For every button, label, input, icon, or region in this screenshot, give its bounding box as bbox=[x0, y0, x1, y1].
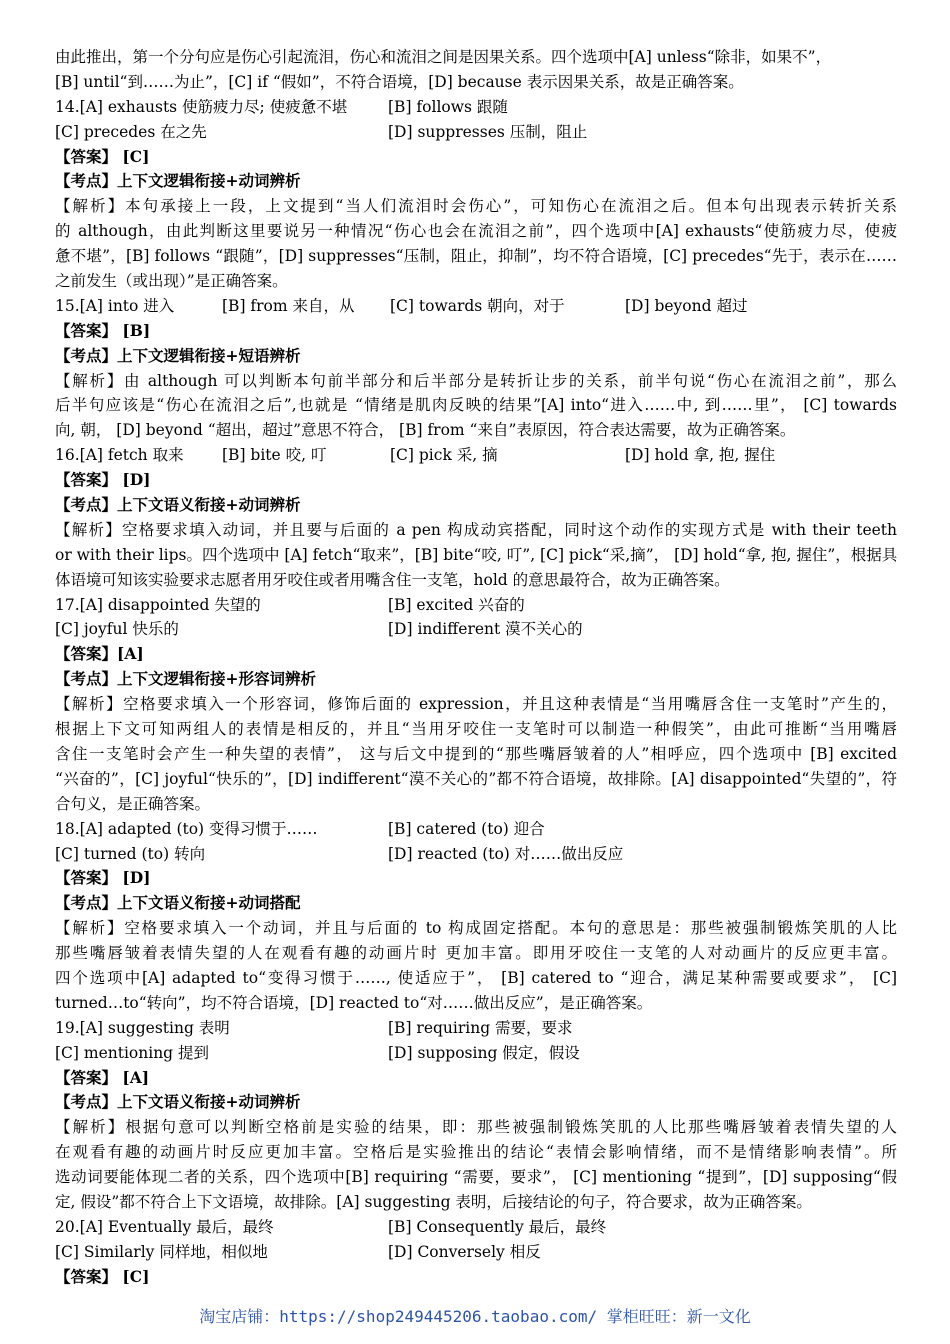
option-row bbox=[55, 443, 897, 468]
footer-shop-info[interactable]: 淘宝店铺：https://shop249445206.taobao.com/ 掌柜旺旺：新一文化 bbox=[199, 1307, 751, 1326]
option-left: [C] joyful 快乐的 bbox=[55, 620, 179, 639]
section-heading: 【答案】 [C] bbox=[55, 146, 150, 166]
section-heading: 【考点】上下文逻辑衔接+形容词辨析 bbox=[55, 669, 316, 689]
text-line: 【解析】本句承接上一段，上文提到“当人们流泪时会伤心”，可知伤心在流泪之后。但本句出现表示转折关系 bbox=[55, 197, 897, 216]
answer-explanation-body bbox=[55, 45, 897, 1290]
option-b: [B] from 来自，从 bbox=[222, 296, 355, 315]
text-line: [B] until“到……为止”，[C] if “假如”，不符合语境，[D] because 表示因果关系，故是正确答案。 bbox=[55, 72, 744, 91]
option-row bbox=[55, 842, 897, 867]
option-right: [D] suppresses 压制，阻止 bbox=[388, 122, 588, 141]
text-line: 合句义，是正确答案。 bbox=[55, 794, 211, 813]
option-row bbox=[55, 1215, 897, 1240]
option-row bbox=[55, 294, 897, 319]
option-left: [C] precedes 在之先 bbox=[55, 122, 207, 141]
text-line: or with their lips。四个选项中 [A] fetch“取来”，[B] bite“咬, 叮”, [C] pick“采,摘”， [D] hold“拿, 抱, 握住”，根据具 bbox=[55, 545, 897, 564]
section-heading: 【考点】上下文语义衔接+动词辨析 bbox=[55, 1092, 301, 1112]
option-left: 17.[A] disappointed 失望的 bbox=[55, 595, 261, 614]
text-line: 后半句应该是“伤心在流泪之后”,也就是 “情绪是肌肉反映的结果”[A] into“进入……中, 到……里”， [C] towards bbox=[55, 396, 897, 415]
option-right: [D] reacted (to) 对……做出反应 bbox=[388, 844, 624, 863]
text-line: 【解析】由 although 可以判断本句前半部分和后半部分是转折让步的关系，前半句说“伤心在流泪之前”，那么 bbox=[55, 371, 897, 390]
option-right: [D] supposing 假定，假设 bbox=[388, 1043, 580, 1062]
option-c: [C] towards 朝向，对于 bbox=[390, 296, 565, 315]
option-a: 15.[A] into 进入 bbox=[55, 296, 175, 315]
option-right: [B] requiring 需要，要求 bbox=[388, 1018, 573, 1037]
option-left: [C] turned (to) 转向 bbox=[55, 844, 206, 863]
section-heading: 【考点】上下文逻辑衔接+短语辨析 bbox=[55, 345, 301, 365]
text-line: 的 although，由此判断这里要说另一种情况“伤心也会在流泪之前”，四个选项中[A] exhausts“使筋疲力尽，使疲 bbox=[55, 222, 897, 241]
option-b: [B] bite 咬, 叮 bbox=[222, 446, 327, 465]
text-line: 【解析】空格要求填入动词，并且要与后面的 a pen 构成动宾搭配，同时这个动作的实现方式是 with their teeth bbox=[55, 520, 897, 539]
text-line: 【解析】根据句意可以判断空格前是实验的结果，即：那些被强制锻炼笑肌的人比那些嘴唇皱着表情失望的人 bbox=[55, 1118, 897, 1137]
option-left: [C] mentioning 提到 bbox=[55, 1043, 210, 1062]
option-row bbox=[55, 817, 897, 842]
text-line: 定, 假设”都不符合上下文语境，故排除。[A] suggesting 表明，后接结论的句子，符合要求，故为正确答案。 bbox=[55, 1192, 812, 1211]
text-line: 惫不堪”，[B] follows “跟随”，[D] suppresses“压制，阻止，抑制”，均不符合语境，[C] precedes“先于，表示在…… bbox=[55, 247, 897, 266]
text-line: turned…to“转向”，均不符合语境，[D] reacted to“对……做出反应”，是正确答案。 bbox=[55, 993, 653, 1012]
text-line: 根据上下文可知两组人的表情是相反的，并且“当用牙咬住一支笔时可以制造一种假笑”，由此可推断“当用嘴唇 bbox=[55, 720, 897, 739]
option-right: [B] excited 兴奋的 bbox=[388, 595, 525, 614]
text-line: 【解析】空格要求填入一个形容词，修饰后面的 expression，并且这种表情是“当用嘴唇含住一支笔时”产生的， bbox=[55, 695, 897, 714]
text-line: 之前发生（或出现）”是正确答案。 bbox=[55, 272, 288, 291]
option-left: 14.[A] exhausts 使筋疲力尽; 使疲惫不堪 bbox=[55, 97, 348, 116]
option-right: [D] Conversely 相反 bbox=[388, 1242, 541, 1261]
text-line: 由此推出，第一个分句应是伤心引起流泪，伤心和流泪之间是因果关系。四个选项中[A] unless“除非，如果不”， bbox=[55, 48, 832, 66]
text-line: 含住一支笔时会产生一种失望的表情”， 这与后文中提到的“那些嘴唇皱着的人”相呼应，四个选项中 [B] excited bbox=[55, 744, 897, 763]
option-c: [C] pick 采, 摘 bbox=[390, 446, 498, 465]
option-row bbox=[55, 593, 897, 618]
option-row bbox=[55, 1041, 897, 1066]
option-left: 20.[A] Eventually 最后，最终 bbox=[55, 1217, 274, 1236]
text-line: 选动词要能体现二者的关系，四个选项中[B] requiring “需要，要求”， [C] mentioning “提到”，[D] supposing“假 bbox=[55, 1168, 897, 1187]
option-right: [B] catered (to) 迎合 bbox=[388, 819, 545, 838]
section-heading: 【答案】 [D] bbox=[55, 868, 151, 888]
text-line: 那些嘴唇皱着表情失望的人在观看有趣的动画片时 更加丰富。即用牙咬住一支笔的人对动画片的反应更丰富。 bbox=[55, 944, 897, 963]
text-line: 向, 朝， [D] beyond “超出，超过”意思不符合， [B] from “来自”表原因，符合表达需要，故为正确答案。 bbox=[55, 421, 796, 440]
text-line: 在观看有趣的动画片时反应更加丰富。空格后是实验推出的结论“表情会影响情绪，而不是情绪影响表情”。所 bbox=[55, 1143, 897, 1162]
section-heading: 【答案】 [C] bbox=[55, 1266, 150, 1286]
option-row bbox=[55, 1016, 897, 1041]
text-line: “兴奋的”，[C] joyful“快乐的”，[D] indifferent“漠不关心的”都不符合语境，故排除。[A] disappointed“失望的”，符 bbox=[55, 769, 897, 788]
option-right: [D] indifferent 漠不关心的 bbox=[388, 620, 583, 639]
section-heading: 【答案】 [A] bbox=[55, 1067, 150, 1087]
text-line: 体语境可知该实验要求志愿者用牙咬住或者用嘴含住一支笔，hold 的意思最符合，故为正确答案。 bbox=[55, 570, 730, 589]
option-right: [B] follows 跟随 bbox=[388, 97, 508, 116]
section-heading: 【考点】上下文语义衔接+动词辨析 bbox=[55, 495, 301, 515]
option-row bbox=[55, 617, 897, 642]
text-line: 四个选项中[A] adapted to“变得习惯于……, 使适应于”， [B] catered to “迎合，满足某种需要或要求”， [C] bbox=[55, 968, 897, 987]
option-row bbox=[55, 1240, 897, 1265]
section-heading: 【考点】上下文逻辑衔接+动词辨析 bbox=[55, 171, 301, 191]
section-heading: 【答案】[A] bbox=[55, 644, 144, 664]
option-right: [B] Consequently 最后，最终 bbox=[388, 1217, 607, 1236]
option-d: [D] beyond 超过 bbox=[625, 296, 748, 315]
section-heading: 【答案】 [B] bbox=[55, 320, 151, 340]
option-row bbox=[55, 95, 897, 120]
option-left: 19.[A] suggesting 表明 bbox=[55, 1018, 230, 1037]
option-left: 18.[A] adapted (to) 变得习惯于…… bbox=[55, 819, 318, 838]
option-a: 16.[A] fetch 取来 bbox=[55, 446, 184, 465]
text-line: 【解析】空格要求填入一个动词，并且与后面的 to 构成固定搭配。本句的意思是：那些被强制锻炼笑肌的人比 bbox=[55, 919, 897, 938]
option-left: [C] Similarly 同样地，相似地 bbox=[55, 1242, 268, 1261]
section-heading: 【考点】上下文语义衔接+动词搭配 bbox=[55, 893, 301, 913]
section-heading: 【答案】 [D] bbox=[55, 470, 151, 490]
option-row bbox=[55, 120, 897, 145]
option-d: [D] hold 拿, 抱, 握住 bbox=[625, 446, 776, 465]
